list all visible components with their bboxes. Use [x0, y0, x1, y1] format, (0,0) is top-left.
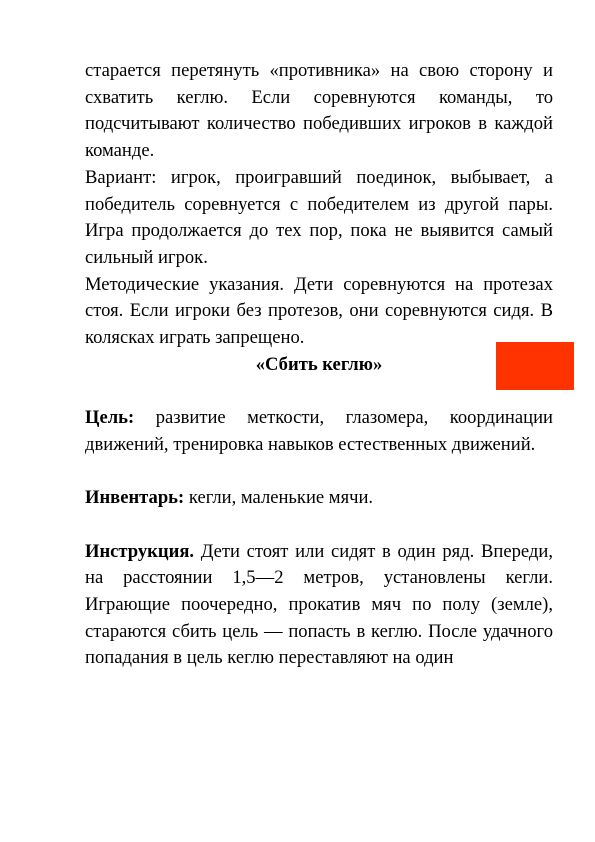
goal-text: развитие меткости, глазомера, координации движений, тренировка навыков естественных движений. [85, 407, 553, 455]
paragraph-method-notes: Методические указания. Дети соревнуются на протезах стоя. Если игроки без протезов, они соревнуются сидя. В колясках играть запрещено. [85, 273, 553, 349]
spacer [85, 459, 553, 486]
goal-paragraph [85, 405, 553, 458]
equipment-text: кегли, маленькие мячи. [184, 487, 374, 509]
document-body [85, 58, 553, 672]
paragraph-continuation: старается перетянуть «противника» на свою сторону и схватить кеглю. Если соревнуются команды, то подсчитывают количество победивших игроков в каждой команде. [85, 60, 553, 162]
instruction-text: Дети стоят или сидят в один ряд. Впереди, на расстоянии 1,5—2 метров, установлены кегли. Играющие поочередно, прокатив мяч по полу (земле), стараются сбить цель — попасть в кеглю. После удачного попадания в цель кеглю переставляют на один [85, 540, 553, 669]
paragraph-variant: Вариант: игрок, проигравший поединок, выбывает, а победитель соревнуется с победителем из другой пары. Игра продолжается до тех пор, пока не выявится самый сильный игрок. [85, 166, 553, 268]
goal-label: Цель: [85, 407, 135, 429]
spacer [85, 378, 553, 405]
game-title-text: «Сбить кеглю» [255, 353, 383, 375]
game-title [85, 352, 553, 379]
red-overlay-box [496, 342, 574, 390]
equipment-label: Инвентарь: [85, 487, 185, 509]
equipment-paragraph [85, 485, 553, 512]
instruction-paragraph [85, 539, 553, 673]
instruction-label: Инструкция. [85, 540, 195, 562]
spacer [85, 512, 553, 539]
